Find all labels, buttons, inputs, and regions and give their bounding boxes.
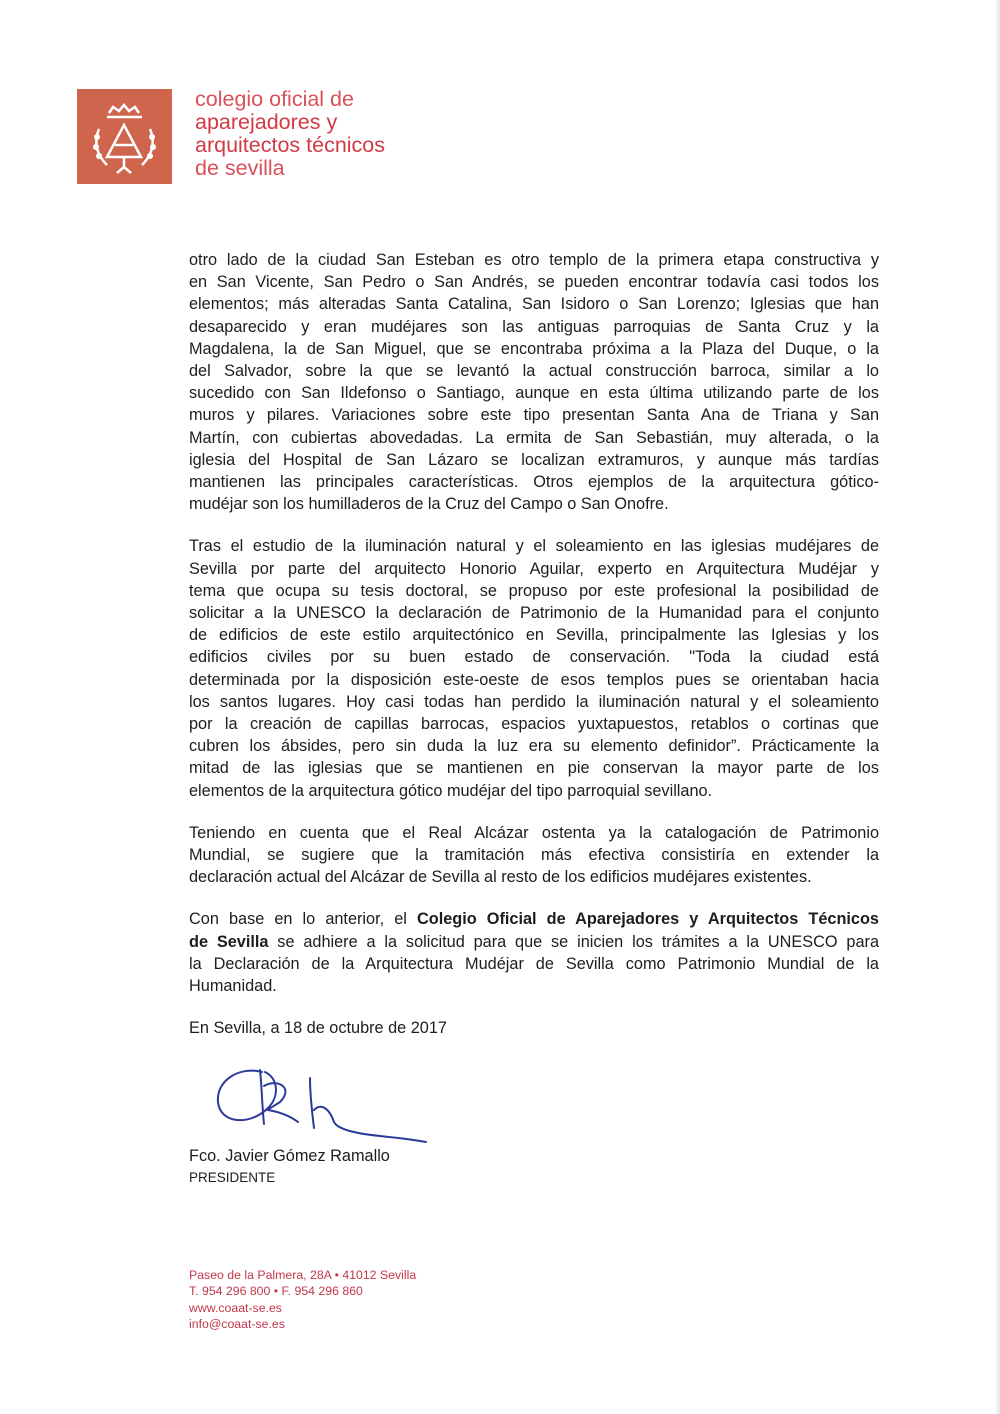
text-line: cubren los ábsides, pero sin duda la luz era su elemento definidor”. Prácticamente la bbox=[189, 737, 879, 756]
paragraph bbox=[189, 822, 879, 889]
signer-role: PRESIDENTE bbox=[189, 1170, 276, 1185]
address: Paseo de la Palmera, 28A • 41012 Sevilla bbox=[189, 1268, 417, 1282]
text-line: Sevilla por parte del arquitecto Honorio Aguilar, experto en Arquitectura Mudéjar y bbox=[189, 559, 879, 578]
text-line: los santos lugares. Hoy casi todas han perdido la iluminación natural y el soleamiento bbox=[189, 692, 879, 711]
text-line: desaparecido y eran mudéjares son las antiguas parroquias de Santa Cruz y la bbox=[189, 317, 879, 336]
signer-name: Fco. Javier Gómez Ramallo bbox=[189, 1147, 390, 1165]
text-line: mudéjar son los humilladeros de la Cruz del Campo o San Onofre. bbox=[189, 495, 669, 514]
crest-icon bbox=[77, 89, 172, 184]
text-line: la Declaración de la Arquitectura Mudéjar de Sevilla como Patrimonio Mundial de la bbox=[189, 954, 879, 973]
closing-date: En Sevilla, a 18 de octubre de 2017 bbox=[189, 1019, 447, 1038]
text-line: Humanidad. bbox=[189, 977, 277, 996]
bold-text: de Sevilla bbox=[189, 932, 269, 951]
bold-text: Colegio Oficial de Aparejadores y Arquitectos Técnicos bbox=[417, 910, 879, 929]
paragraph bbox=[189, 535, 879, 801]
text-line: tema que ocupa su tesis doctoral, se propuso por este profesional la posibilidad de bbox=[189, 581, 879, 600]
text-line: mantienen las principales características. Otros ejemplos de la arquitectura gótico- bbox=[189, 473, 879, 492]
text-line: iglesia del Hospital de San Lázaro se localizan extramuros, y aunque más tardías bbox=[189, 450, 879, 469]
paragraph bbox=[189, 908, 879, 997]
text-line: muros y pilares. Variaciones sobre este tipo presentan Santa Ana de Triana y San bbox=[189, 406, 879, 425]
text-line: de edificios de este estilo arquitectónico en Sevilla, principalmente las Iglesias y los bbox=[189, 626, 879, 645]
text: Con base en lo anterior, el bbox=[189, 910, 418, 929]
letter-body bbox=[189, 249, 879, 1040]
brand-name bbox=[195, 88, 385, 180]
text-line: solicitar a la UNESCO la declaración de Patrimonio de la Humanidad para el conjunto bbox=[189, 604, 879, 623]
brand-line: arquitectos técnicos bbox=[195, 133, 386, 157]
text-line: sucedido con San Ildefonso o Santiago, aunque en esta última utilizando parte de los bbox=[189, 384, 879, 403]
page-edge-shadow bbox=[994, 0, 1000, 1414]
text-line: edificios civiles por su buen estado de conservación. "Toda la ciudad está bbox=[189, 648, 879, 667]
brand-line: colegio oficial de bbox=[195, 87, 354, 111]
text-line: Martín, con cubiertas abovedadas. La ermita de San Sebastián, muy alterada, o la bbox=[189, 428, 879, 447]
text-line: determinada por la disposición este-oeste de esos templos pues se orientaban hacia bbox=[189, 670, 879, 689]
signature bbox=[210, 1062, 440, 1146]
paragraph bbox=[189, 249, 879, 515]
text-line bbox=[189, 931, 879, 953]
text-line: por la creación de capillas barrocas, espacios yuxtapuestos, retablos o cortinas que bbox=[189, 715, 879, 734]
text-line: Teniendo en cuenta que el Real Alcázar ostenta ya la catalogación de Patrimonio bbox=[189, 823, 879, 842]
text-line: Magdalena, la de San Miguel, que se encontraba próxima a la Plaza del Duque, o la bbox=[189, 339, 879, 358]
text-line: en San Vicente, San Pedro o San Andrés, se pueden encontrar todavía casi todos los bbox=[189, 273, 879, 292]
text-line: otro lado de la ciudad San Esteban es otro templo de la primera etapa constructiva y bbox=[189, 251, 879, 269]
text-line: del Salvador, sobre la que se levantó la actual construcción barroca, similar a lo bbox=[189, 362, 879, 381]
brand-line: de sevilla bbox=[195, 156, 285, 180]
text-line: mitad de las iglesias que se mantienen en pie conservan la mayor parte de los bbox=[189, 759, 879, 778]
footer-contact bbox=[189, 1267, 416, 1332]
text-line bbox=[189, 908, 879, 930]
text-line: elementos de la arquitectura gótico mudéjar del tipo parroquial sevillano. bbox=[189, 781, 713, 800]
text-line: elementos; más alteradas Santa Catalina, San Isidoro o San Lorenzo; Iglesias que han bbox=[189, 295, 879, 314]
text: se adhiere a la solicitud para que se inicien los trámites a la UNESCO para bbox=[268, 932, 879, 951]
coaat-logo bbox=[77, 89, 172, 184]
brand-line: aparejadores y bbox=[195, 110, 338, 134]
website-link[interactable]: www.coaat-se.es bbox=[189, 1300, 282, 1315]
text-line: Tras el estudio de la iluminación natural y el soleamiento en las iglesias mudéjares de bbox=[189, 537, 879, 556]
email-link[interactable]: info@coaat-se.es bbox=[189, 1316, 285, 1331]
phones: T. 954 296 800 • F. 954 296 860 bbox=[189, 1284, 363, 1299]
text-line: declaración actual del Alcázar de Sevilla al resto de los edificios mudéjares existentes. bbox=[189, 868, 812, 887]
text-line: Mundial, se sugiere que la tramitación más efectiva consistiría en extender la bbox=[189, 846, 879, 865]
